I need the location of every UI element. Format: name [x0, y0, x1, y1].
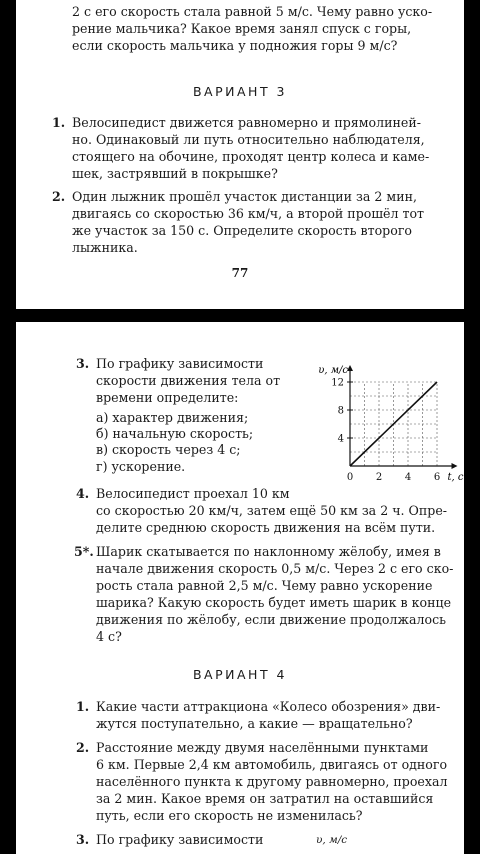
problem-5-line-2: начале движения скорость 0,5 м/с. Через 2 с его ско-	[96, 561, 454, 576]
v4-problem-1-line-1: Какие части аттракциона «Колесо обозрения» дви-	[96, 699, 441, 714]
y-tick-label: 12	[331, 377, 344, 389]
x-axis-arrow	[452, 463, 458, 469]
problem-3-options	[96, 410, 253, 475]
problem-5-line-6: 4 с?	[96, 629, 122, 644]
y-axis-label: υ, м/с	[318, 365, 348, 376]
option-d: г) ускорение.	[96, 458, 186, 474]
v4-problem-2-line-3: населённого пункта к другому равномерно, проехал	[96, 774, 448, 789]
problem-1-line-2: но. Одинаковый ли путь относительно наблюдателя,	[72, 132, 425, 147]
v4-problem-2-line-5: путь, если его скорость не изменилась?	[96, 808, 363, 823]
intro-line-2: рение мальчика? Какое время занял спуск с горы,	[72, 21, 412, 36]
variant-3-heading: ВАРИАНТ 3	[192, 84, 288, 99]
problem-2-line-1: Один лыжник прошёл участок дистанции за 2 мин,	[72, 189, 418, 204]
option-b: б) начальную скорость;	[96, 426, 254, 442]
problem-2-line-4: лыжника.	[72, 240, 138, 255]
x-tick-label: 2	[375, 472, 383, 483]
intro-line-3: если скорость мальчика у подножия горы 9 м/с?	[72, 38, 398, 53]
problem-2-line-3: же участок за 150 с. Определите скорость второго	[72, 223, 412, 238]
problem-4-line-1: Велосипедист проехал 10 км	[96, 486, 290, 501]
problem-5-line-4: шарика? Какую скорость будет иметь шарик в конце	[96, 595, 452, 610]
x-tick-label: 0	[346, 472, 354, 483]
problem-5-line-5: движения по жёлобу, если движение продолжалось	[96, 612, 446, 627]
problem-number: 3.	[76, 356, 90, 371]
problem-4-line-2: со скоростью 20 км/ч, затем ещё 50 км за 2 ч. Опре-	[96, 503, 448, 518]
page-number: 77	[231, 266, 249, 280]
problem-number: 2.	[52, 189, 66, 204]
problem-3-line-2: скорости движения тела от	[96, 373, 281, 388]
graph-ticks	[331, 378, 440, 484]
x-tick-label: 6	[433, 472, 441, 483]
option-a: а) характер движения;	[96, 410, 249, 425]
velocity-time-graph	[290, 350, 464, 488]
v4-problem-2-line-1: Расстояние между двумя населёнными пунктами	[96, 740, 429, 755]
problem-number: 1.	[52, 115, 66, 130]
problem-number: 4.	[76, 486, 90, 501]
problem-1-line-4: шек, застрявший в покрышке?	[72, 166, 278, 181]
intro-line-1: 2 с его скорость стала равной 5 м/с. Чему равно уско-	[72, 4, 433, 19]
x-tick-label: 4	[404, 472, 412, 483]
problem-1-line-3: стоящего на обочине, проходят центр колеса и каме-	[72, 149, 430, 164]
v4-problem-2-line-4: за 2 мин. Какое время он затратил на оставшийся	[96, 791, 434, 806]
problem-3-line-3: времени определите:	[96, 390, 239, 405]
variant-4-heading: ВАРИАНТ 4	[192, 667, 288, 682]
y-tick-label: 8	[337, 405, 344, 417]
v4-problem-2-line-2: 6 км. Первые 2,4 км автомобиль, двигаясь от одного	[96, 757, 448, 772]
problem-number: 3.	[76, 832, 90, 847]
problem-5-line-1: Шарик скатывается по наклонному жёлобу, имея в	[96, 544, 441, 559]
problem-number: 5*.	[74, 544, 94, 559]
problem-1-line-1: Велосипедист движется равномерно и прямолиней-	[72, 115, 421, 130]
problem-2-line-2: двигаясь со скоростью 36 км/ч, а второй прошёл тот	[72, 206, 425, 221]
problem-4-line-3: делите среднюю скорость движения на всём пути.	[96, 520, 436, 535]
problem-5-line-3: рость стала равной 2,5 м/с. Чему равно ускорение	[96, 578, 433, 593]
problem-3-line-1: По графику зависимости	[96, 356, 264, 371]
v4-problem-1-line-2: жутся поступательно, а какие — вращательно?	[96, 716, 413, 731]
textbook-page-77	[16, 0, 464, 309]
next-graph-axis-label: υ, м/с	[316, 834, 348, 846]
v4-problem-3-line-1: По графику зависимости	[96, 832, 264, 847]
problem-number: 2.	[76, 740, 90, 755]
option-c: в) скорость через 4 с;	[96, 442, 241, 458]
problem-number: 1.	[76, 699, 90, 714]
y-tick-label: 4	[337, 433, 344, 445]
x-axis-label: t, c	[447, 472, 464, 483]
textbook-page-78	[16, 322, 464, 854]
